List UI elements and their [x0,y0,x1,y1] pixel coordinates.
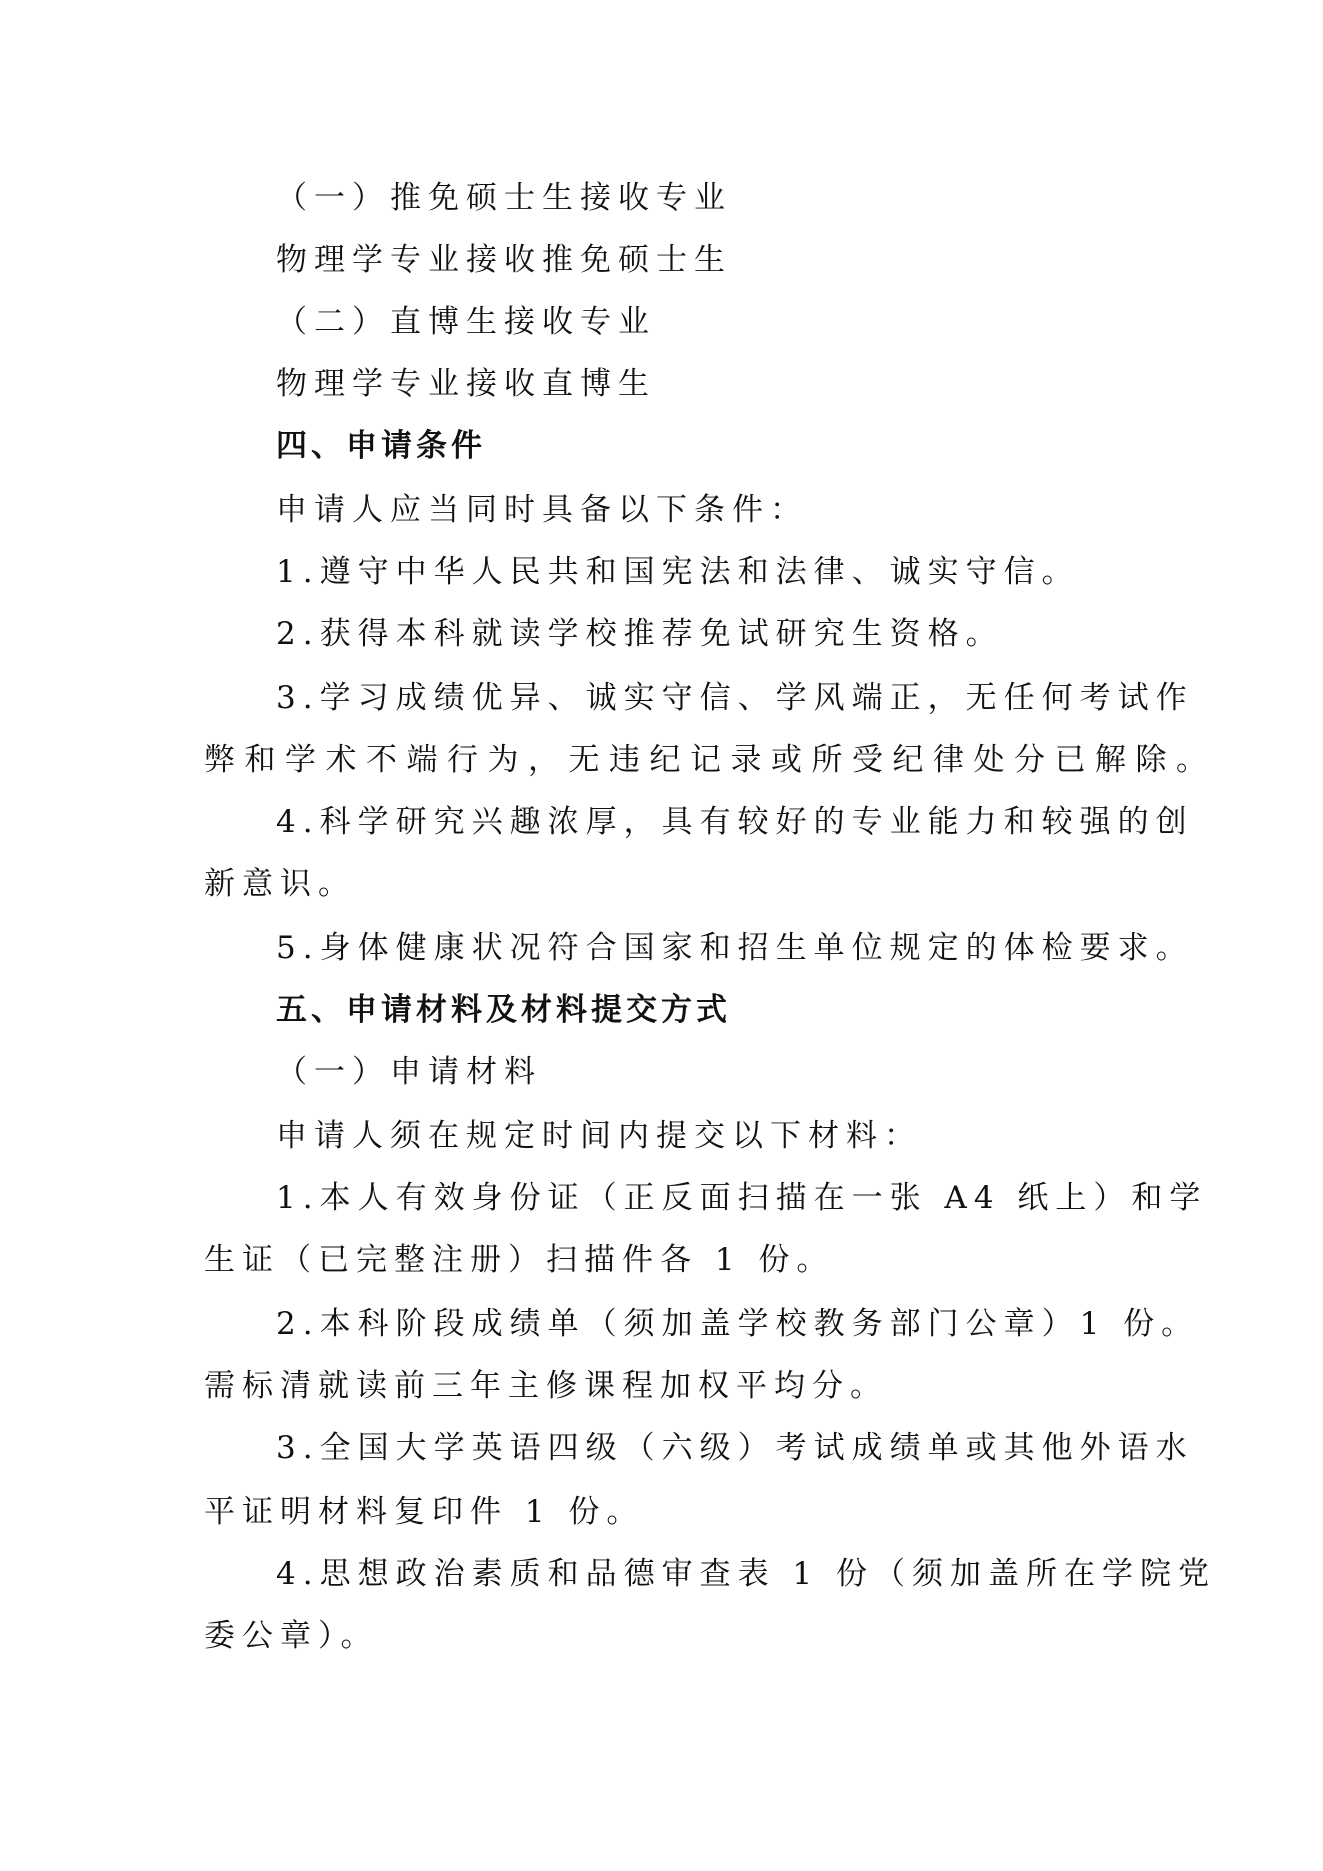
section-heading: 五、申请材料及材料提交方式 [276,992,731,1028]
list-item: 4.科学研究兴趣浓厚，具有较好的专业能力和较强的创 [276,804,1194,840]
paragraph-line: 物理学专业接收直博生 [276,366,656,402]
list-item-continuation: 委公章）。 [204,1618,379,1654]
list-item: 1.本人有效身份证（正反面扫描在一张 A4 纸上）和学 [276,1180,1208,1216]
list-item-continuation: 生证（已完整注册）扫描件各 1 份。 [204,1242,835,1278]
list-item: 4.思想政治素质和品德审查表 1 份（须加盖所在学院党 [276,1556,1217,1592]
section-heading: 四、申请条件 [276,428,486,464]
list-item-continuation: 弊和学术不端行为，无违纪记录或所受纪律处分已解除。 [204,742,1217,778]
paragraph-line: 物理学专业接收推免硕士生 [276,242,732,278]
subsection-heading: （一）推免硕士生接收专业 [276,180,732,216]
list-item: 5.身体健康状况符合国家和招生单位规定的体检要求。 [276,930,1194,966]
list-item-continuation: 需标清就读前三年主修课程加权平均分。 [204,1368,888,1404]
list-item: 1.遵守中华人民共和国宪法和法律、诚实守信。 [276,554,1080,590]
list-item: 3.全国大学英语四级（六级）考试成绩单或其他外语水 [276,1430,1194,1466]
subsection-heading: （二）直博生接收专业 [276,304,656,340]
list-item: 2.本科阶段成绩单（须加盖学校教务部门公章）1 份。 [276,1306,1200,1342]
list-item-continuation: 平证明材料复印件 1 份。 [204,1494,645,1530]
list-item-continuation: 新意识。 [204,866,356,902]
paragraph-line: 申请人须在规定时间内提交以下材料： [276,1118,922,1154]
list-item: 3.学习成绩优异、诚实守信、学风端正，无任何考试作 [276,680,1194,716]
list-item: 2.获得本科就读学校推荐免试研究生资格。 [276,616,1004,652]
subsection-heading: （一）申请材料 [276,1054,542,1090]
paragraph-line: 申请人应当同时具备以下条件： [276,492,808,528]
